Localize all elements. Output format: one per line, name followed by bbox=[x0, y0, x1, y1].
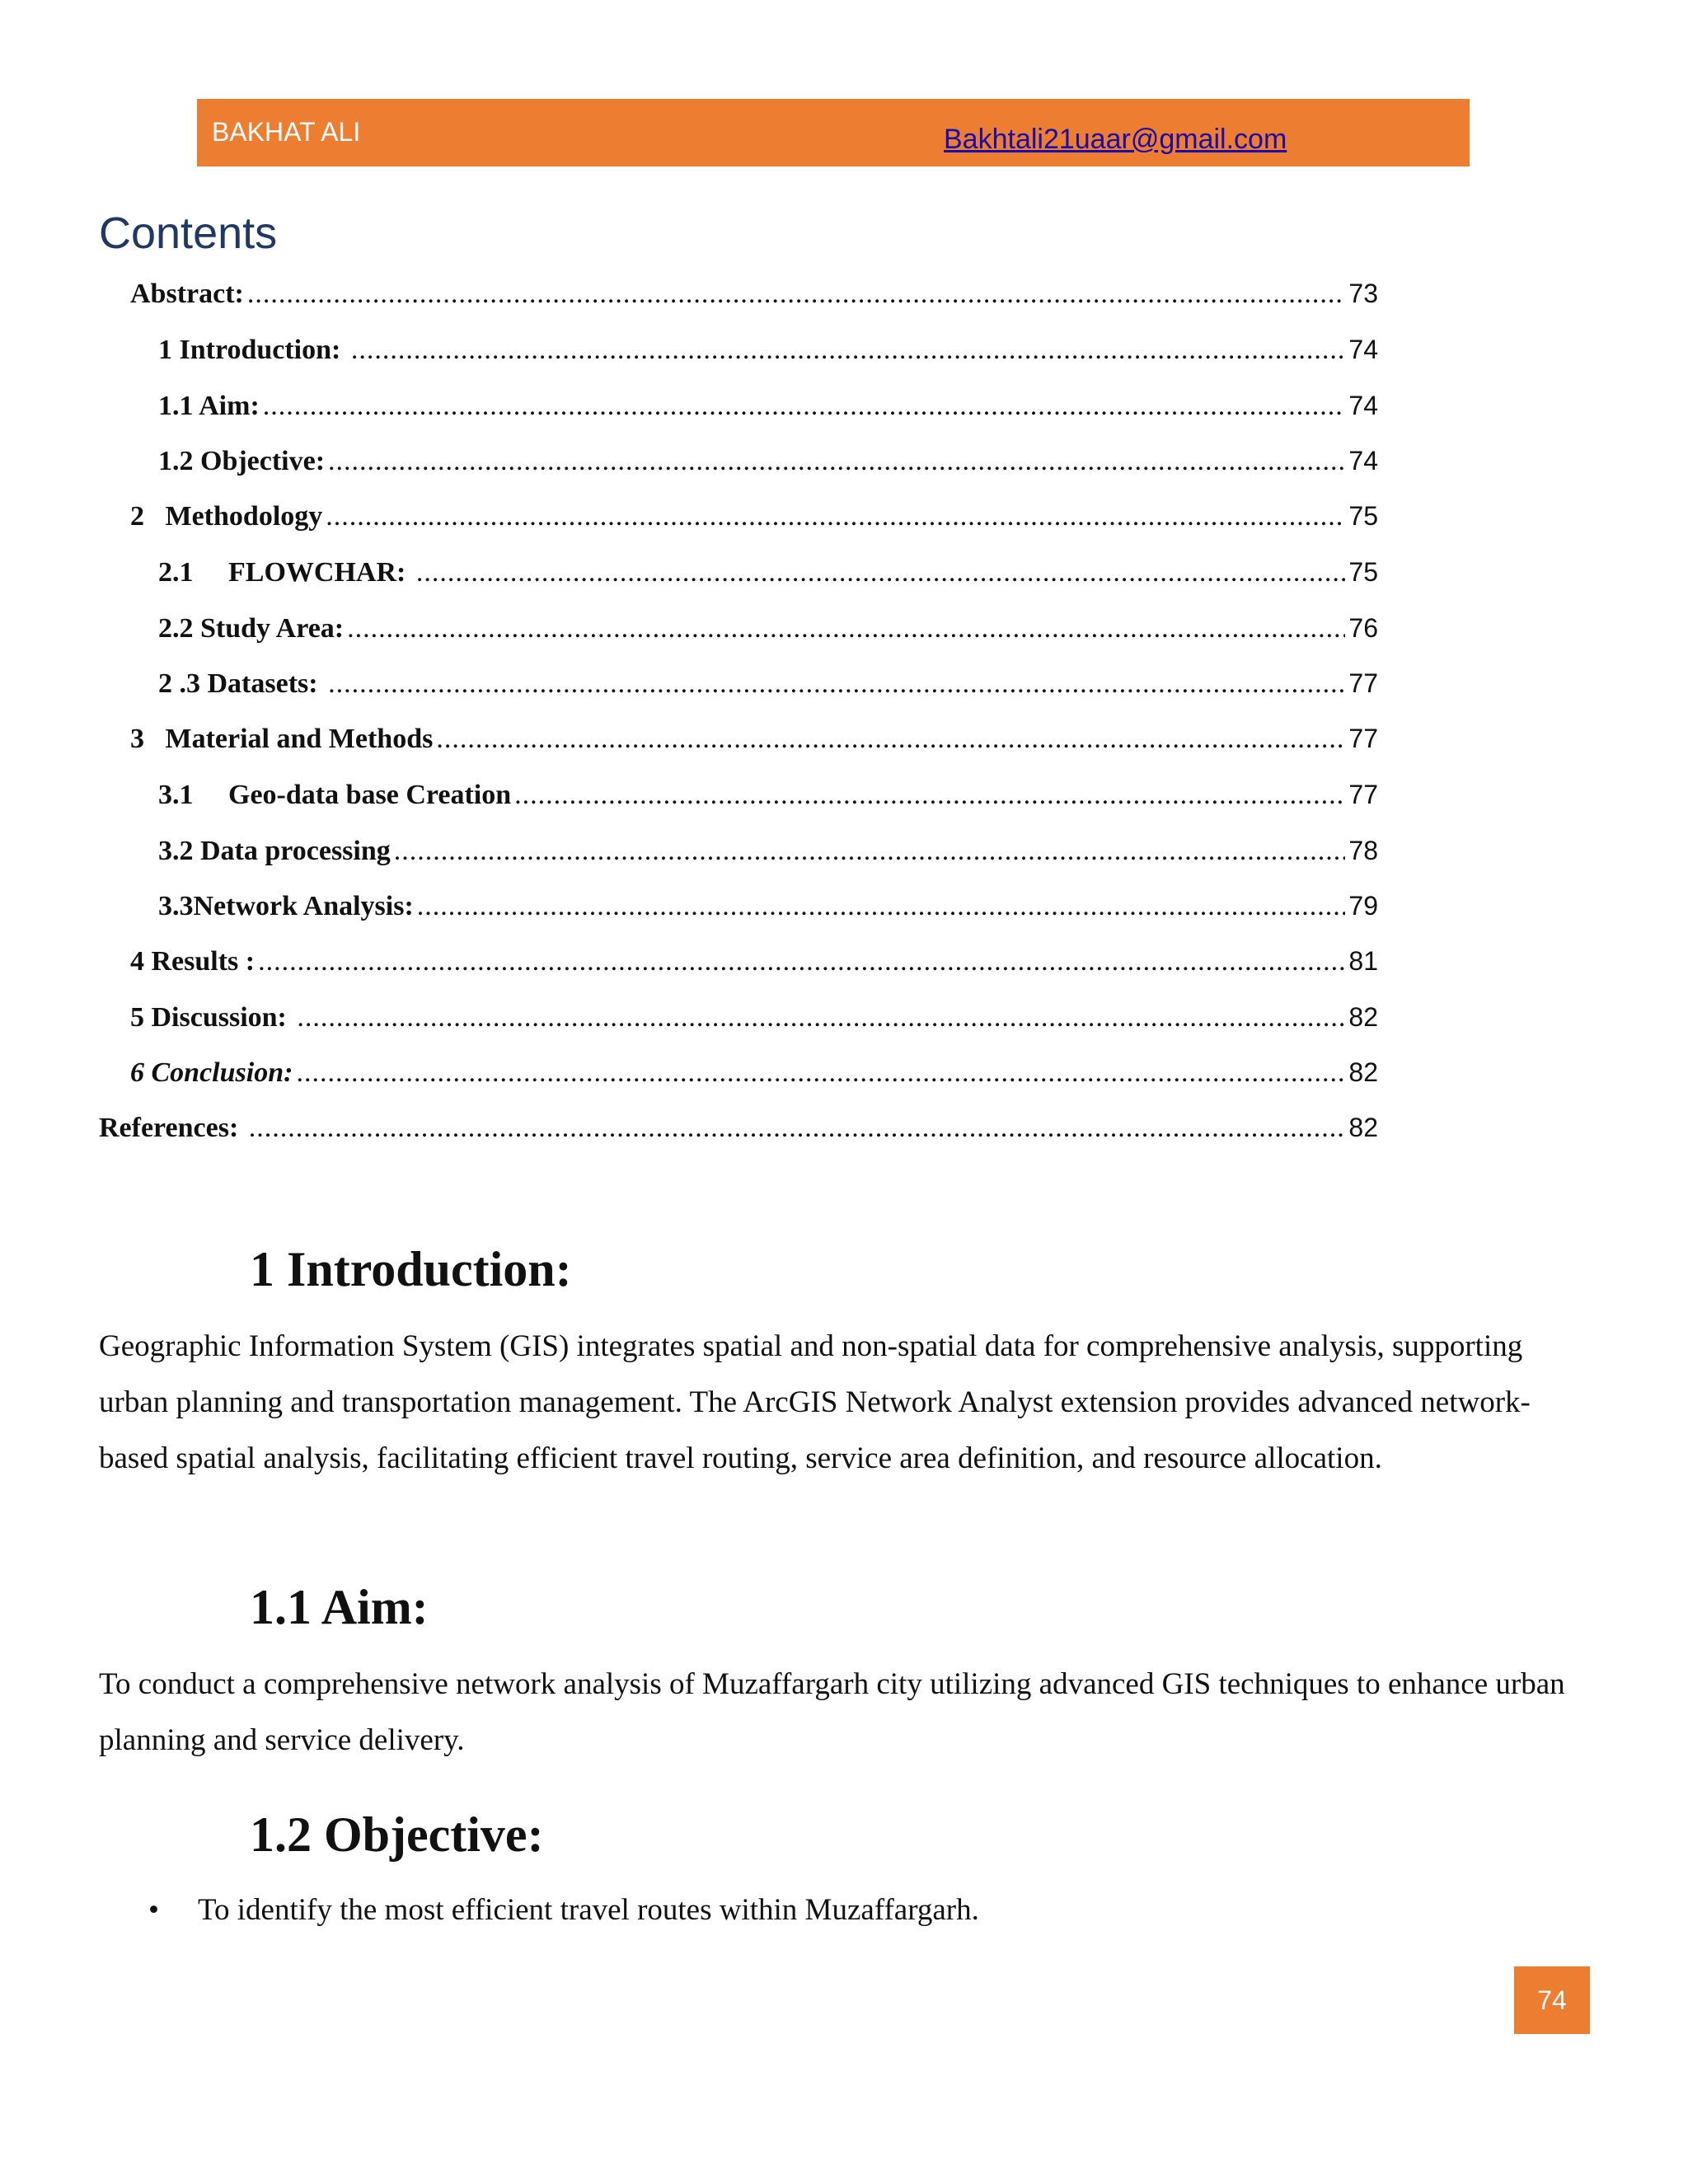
introduction-heading: 1 Introduction: bbox=[250, 1242, 572, 1296]
toc-entry-page: 74 bbox=[1348, 391, 1378, 420]
toc-leader-dots bbox=[263, 391, 1346, 422]
bullet-icon: • bbox=[148, 1893, 159, 1927]
toc-entry-objective[interactable] bbox=[158, 446, 1378, 482]
toc-leader-dots bbox=[249, 1113, 1346, 1144]
toc-entry-page: 81 bbox=[1348, 946, 1378, 976]
introduction-text: Geographic Information System (GIS) integrates spatial and non-spatial data for comprehensive analysis, supporting urban planning and transportation management. The ArcGIS Network Analyst extension provides advanced network-based spatial analysis, facilitating efficient travel routing, service area definition, and resource allocation. bbox=[99, 1329, 1531, 1475]
header-bar bbox=[197, 99, 1470, 166]
toc-entry-label: Abstract: bbox=[130, 279, 244, 309]
toc-entry-data-processing[interactable] bbox=[158, 836, 1378, 872]
aim-heading: 1.1 Aim: bbox=[250, 1580, 429, 1634]
toc-entry-label: 1.2 Objective: bbox=[158, 446, 326, 476]
toc-entry-label: 1.1 Aim: bbox=[158, 391, 260, 421]
toc-entry-page: 73 bbox=[1348, 279, 1378, 308]
toc-leader-dots bbox=[297, 1002, 1345, 1033]
toc-entry-study-area[interactable] bbox=[158, 613, 1378, 649]
toc-entry-label: 4 Results : bbox=[130, 946, 256, 977]
toc-entry-abstract[interactable] bbox=[130, 279, 1378, 315]
toc-leader-dots bbox=[347, 613, 1345, 644]
toc-entry-flowchart[interactable] bbox=[158, 557, 1378, 593]
toc-entry-page: 82 bbox=[1348, 1113, 1378, 1142]
toc-entry-methodology[interactable] bbox=[130, 501, 1378, 537]
toc-entry-page: 77 bbox=[1348, 780, 1378, 809]
toc-entry-datasets[interactable] bbox=[158, 668, 1378, 705]
toc-entry-label: 6 Conclusion: bbox=[130, 1057, 293, 1088]
toc-entry-label: 3 Material and Methods bbox=[130, 724, 434, 754]
toc-leader-dots bbox=[417, 891, 1346, 922]
toc-entry-page: 82 bbox=[1348, 1002, 1378, 1032]
toc-leader-dots bbox=[436, 724, 1345, 755]
toc-entry-results[interactable] bbox=[130, 946, 1378, 982]
toc-entry-page: 76 bbox=[1348, 613, 1378, 643]
toc-entry-aim[interactable] bbox=[158, 391, 1378, 427]
contents-title: Contents bbox=[99, 209, 278, 258]
author-name: BAKHAT ALI bbox=[212, 117, 361, 147]
toc-leader-dots bbox=[394, 836, 1346, 867]
toc-entry-label: 2 .3 Datasets: bbox=[158, 668, 326, 699]
toc-entry-label: 3.3Network Analysis: bbox=[158, 891, 414, 921]
toc-entry-label: 1 Introduction: bbox=[158, 335, 348, 365]
toc-entry-page: 79 bbox=[1348, 891, 1378, 921]
toc-leader-dots bbox=[416, 557, 1346, 588]
toc-leader-dots bbox=[514, 780, 1345, 811]
objective-heading: 1.2 Objective: bbox=[250, 1807, 544, 1862]
toc-entry-conclusion[interactable] bbox=[130, 1057, 1378, 1094]
toc-entry-network-analysis[interactable] bbox=[158, 891, 1378, 927]
aim-text: To conduct a comprehensive network analysis of Muzaffargarh city utilizing advanced GIS techniques to enhance urban planning and service delivery. bbox=[99, 1667, 1565, 1757]
page-number-badge bbox=[1514, 1966, 1590, 2034]
toc-entry-page: 78 bbox=[1348, 836, 1378, 865]
toc-leader-dots bbox=[258, 946, 1345, 977]
toc-entry-label: References: bbox=[99, 1113, 246, 1143]
toc-entry-page: 77 bbox=[1348, 668, 1378, 698]
toc-leader-dots bbox=[351, 335, 1346, 366]
toc-entry-label: 5 Discussion: bbox=[130, 1002, 294, 1033]
page-number: 74 bbox=[1537, 1985, 1567, 2015]
toc-entry-material-methods[interactable] bbox=[130, 724, 1378, 760]
objective-bullet-text: To identify the most efficient travel routes within Muzaffargarh. bbox=[198, 1893, 979, 1927]
toc-entry-page: 75 bbox=[1348, 501, 1378, 531]
toc-entry-page: 74 bbox=[1348, 335, 1378, 364]
toc-entry-page: 77 bbox=[1348, 724, 1378, 753]
author-email-link[interactable]: Bakhtali21uaar@gmail.com bbox=[944, 124, 1287, 155]
toc-entry-label: 3.1 Geo-data base Creation bbox=[158, 780, 512, 810]
toc-entry-label: 2.2 Study Area: bbox=[158, 613, 345, 644]
toc-entry-references[interactable] bbox=[99, 1113, 1378, 1149]
toc-entry-geodatabase[interactable] bbox=[158, 780, 1378, 816]
toc-entry-label: 3.2 Data processing bbox=[158, 836, 391, 866]
toc-leader-dots bbox=[328, 446, 1345, 477]
toc-leader-dots bbox=[247, 279, 1346, 310]
objective-bullet bbox=[148, 1892, 979, 1928]
toc-entry-label: 2 Methodology bbox=[130, 501, 323, 532]
toc-entry-page: 75 bbox=[1348, 557, 1378, 587]
toc-leader-dots bbox=[326, 501, 1345, 532]
toc-entry-discussion[interactable] bbox=[130, 1002, 1378, 1038]
toc-entry-page: 74 bbox=[1348, 446, 1378, 476]
toc-entry-page: 82 bbox=[1348, 1057, 1378, 1087]
toc-leader-dots bbox=[296, 1057, 1345, 1089]
toc-leader-dots bbox=[328, 668, 1345, 700]
toc-entry-label: 2.1 FLOWCHAR: bbox=[158, 557, 413, 588]
toc-entry-introduction[interactable] bbox=[158, 335, 1378, 371]
